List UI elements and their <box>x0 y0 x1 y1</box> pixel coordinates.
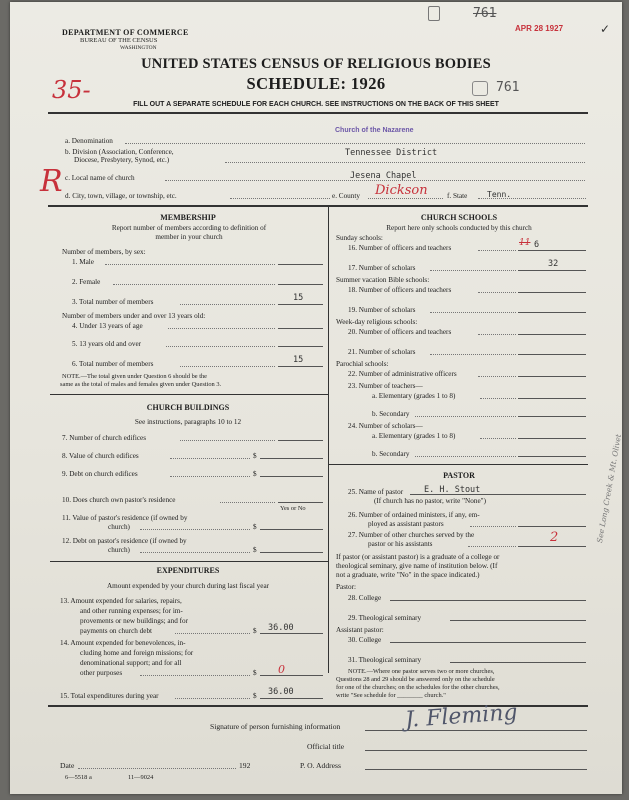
q21-dots <box>430 354 516 355</box>
q20-answer-line[interactable] <box>518 334 586 335</box>
bureau-name: BUREAU OF THE CENSUS <box>80 37 158 44</box>
q31-answer-line[interactable] <box>450 662 586 663</box>
county-label: e. County <box>332 192 360 200</box>
q26-label-2: ployed as assistant pastors <box>368 520 444 528</box>
q11-label: 11. Value of pastor's residence (if owned by <box>62 514 188 522</box>
q2-label: 2. Female <box>72 278 101 286</box>
q13-label-4: payments on church debt <box>80 627 153 635</box>
q13-label-3: provements or new buildings; and for <box>80 617 188 625</box>
q6-answer-line[interactable] <box>278 366 323 367</box>
local-name-label: c. Local name of church <box>65 174 135 182</box>
q14-label-4: other purposes <box>80 669 123 677</box>
city-line <box>230 198 330 199</box>
q4-answer-line[interactable] <box>278 328 323 329</box>
age-intro-label: Number of members under and over 13 years old: <box>62 312 206 320</box>
expenditures-heading: EXPENDITURES <box>156 566 220 575</box>
check-mark: ✓ <box>600 22 611 36</box>
q13-value: 36.00 <box>268 623 294 633</box>
yes-no-hint: Yes or No <box>280 505 306 512</box>
q23a-label: a. Elementary (grades 1 to 8) <box>372 392 456 400</box>
q14-value: 0 <box>278 663 285 676</box>
rule-pastor <box>328 464 588 465</box>
q22-label: 22. Number of administrative officers <box>348 370 457 378</box>
q29-label: 29. Theological seminary <box>348 614 422 622</box>
q10-dots <box>220 502 275 503</box>
q13-dots <box>175 633 250 634</box>
q10-answer-line[interactable] <box>278 502 323 503</box>
county-line <box>368 198 443 199</box>
q28-answer-line[interactable] <box>390 600 586 601</box>
red-handwritten-number: 35- <box>52 76 91 104</box>
q19-label: 19. Number of scholars <box>348 306 416 314</box>
buildings-heading: CHURCH BUILDINGS <box>146 403 230 412</box>
q16-label: 16. Number of officers and teachers <box>348 244 452 252</box>
q9-answer-line[interactable] <box>260 476 323 477</box>
q12-label-2: church) <box>108 546 130 554</box>
pastor-note-2: Questions 28 and 29 should be answered only on the schedule <box>336 676 495 683</box>
q3-value: 15 <box>293 293 304 303</box>
q22-answer-line[interactable] <box>518 376 586 377</box>
q1-label: 1. Male <box>72 258 94 266</box>
q7-dots <box>180 440 275 441</box>
year-label: 192 <box>239 761 251 770</box>
division-value: Tennessee District <box>345 148 438 158</box>
q13-label: 13. Amount expended for salaries, repairs, <box>60 597 182 605</box>
q26-label: 26. Number of ordained ministers, if any, em- <box>348 511 480 519</box>
q21-label: 21. Number of scholars <box>348 348 416 356</box>
po-address-line[interactable] <box>365 769 587 770</box>
rule-top <box>48 112 588 114</box>
schedule-title: SCHEDULE: 1926 <box>246 74 386 93</box>
q15-answer-line[interactable] <box>260 698 323 699</box>
state-label: f. State <box>447 192 468 200</box>
q23-label: 23. Number of teachers— <box>348 382 423 390</box>
q6-label: 6. Total number of members <box>72 360 154 368</box>
clip-icon <box>428 6 440 21</box>
q18-label: 18. Number of officers and teachers <box>348 286 452 294</box>
rule-buildings <box>50 394 328 395</box>
q7-answer-line[interactable] <box>278 440 323 441</box>
signature-label: Signature of person furnishing information <box>210 722 341 731</box>
q27-label: 27. Number of other churches served by the <box>348 531 475 539</box>
department-name: DEPARTMENT OF COMMERCE <box>62 28 189 37</box>
q20-label: 20. Number of officers and teachers <box>348 328 452 336</box>
q8-answer-line[interactable] <box>260 458 323 459</box>
q5-label: 5. 13 years old and over <box>72 340 142 348</box>
q15-dots <box>175 698 250 699</box>
q28-label: 28. College <box>348 594 382 602</box>
q15-value: 36.00 <box>268 687 294 697</box>
q30-answer-line[interactable] <box>390 642 586 643</box>
q11-dollar: $ <box>253 523 257 531</box>
q1-dots <box>105 264 275 265</box>
q26-answer-line[interactable] <box>518 526 586 527</box>
q24b-label: b. Secondary <box>372 450 410 458</box>
q23a-dots <box>480 398 516 399</box>
membership-note: NOTE.—The total given under Question 6 should be the <box>62 373 208 380</box>
q24a-label: a. Elementary (grades 1 to 8) <box>372 432 456 440</box>
q9-label: 9. Debt on church edifices <box>62 470 138 478</box>
official-title-label: Official title <box>307 742 345 751</box>
rule-expenditures <box>50 561 328 562</box>
q25-value: E. H. Stout <box>424 485 481 495</box>
q14-label-2: cluding home and foreign missions; for <box>80 649 194 657</box>
q24-label: 24. Number of scholars— <box>348 422 423 430</box>
census-schedule-sheet <box>10 2 622 794</box>
q1-answer-line[interactable] <box>278 264 323 265</box>
q27-answer-line[interactable] <box>518 546 586 547</box>
received-date-stamp: APR 28 1927 <box>515 24 564 33</box>
q9-dots <box>170 476 250 477</box>
q25-label: 25. Name of pastor <box>348 488 404 496</box>
membership-intro-2: member in your church <box>155 233 223 241</box>
schools-intro: Report here only schools conducted by this church <box>386 224 532 232</box>
q3-answer-line[interactable] <box>278 304 323 305</box>
q6-dots <box>180 366 275 367</box>
state-line <box>478 198 586 199</box>
q27-dots <box>468 546 516 547</box>
q11-answer-line[interactable] <box>260 529 323 530</box>
q23b-dots <box>415 416 516 417</box>
q17-answer-line[interactable] <box>518 270 586 271</box>
summer-schools-label: Summer vacation Bible schools: <box>336 276 430 284</box>
q7-label: 7. Number of church edifices <box>62 434 147 442</box>
q12-answer-line[interactable] <box>260 552 323 553</box>
graduate-instruction-2: theological seminary, give name of institution below. (If <box>336 562 498 570</box>
graduate-instruction-3: not a graduate, write "No" in the space indicated.) <box>336 571 480 579</box>
q12-dots <box>140 552 250 553</box>
q29-answer-line[interactable] <box>450 620 586 621</box>
q2-dots <box>113 284 275 285</box>
q19-answer-line[interactable] <box>518 312 586 313</box>
q27-value: 2 <box>550 530 559 545</box>
q14-answer-line[interactable] <box>260 675 323 676</box>
local-name-value: Jesena Chapel <box>350 171 417 181</box>
division-label-2: Diocese, Presbytery, Synod, etc.) <box>74 156 170 164</box>
q13-answer-line[interactable] <box>260 633 323 634</box>
q25-hint: (If church has no pastor, write "None") <box>374 497 486 505</box>
top-stamp-number: 761 <box>473 6 497 21</box>
city-label: d. City, town, village, or township, etc. <box>65 192 177 200</box>
q14-dots <box>140 675 250 676</box>
local-name-line <box>165 180 585 181</box>
q14-label-3: denominational support; and for all <box>80 659 182 667</box>
date-label: Date <box>60 761 75 770</box>
denomination-line <box>125 143 585 144</box>
column-divider <box>328 205 329 673</box>
pastor-note-4: write "See schedule for ________ church." <box>336 692 446 699</box>
city-name: WASHINGTON <box>120 45 157 51</box>
q5-dots <box>166 346 275 347</box>
q6-value: 15 <box>293 355 304 365</box>
q13-label-2: and other running expenses; for im- <box>80 607 183 615</box>
q23a-answer-line[interactable] <box>518 398 586 399</box>
q31-label: 31. Theological seminary <box>348 656 422 664</box>
q14-label: 14. Amount expended for benevolences, in- <box>60 639 186 647</box>
q16-value: 6 <box>534 240 540 250</box>
signature-handwriting: J. Fleming <box>404 700 519 733</box>
sunday-schools-label: Sunday schools: <box>336 234 383 242</box>
q24a-dots <box>480 438 516 439</box>
q15-label: 15. Total expenditures during year <box>60 692 159 700</box>
q16-answer-line[interactable] <box>518 250 586 251</box>
q24b-dots <box>415 456 516 457</box>
parochial-schools-label: Parochial schools: <box>336 360 389 368</box>
membership-note-2: same as the total of males and females given under Question 3. <box>60 381 222 388</box>
graduate-instruction: If pastor (or assistant pastor) is a graduate of a college or <box>336 553 500 561</box>
pastor-note-3: for one of the churches; on the schedules for the other churches, <box>336 684 500 691</box>
q4-label: 4. Under 13 years of age <box>72 322 143 330</box>
q10-label: 10. Does church own pastor's residence <box>62 496 176 504</box>
red-letter-mark: R <box>40 164 63 199</box>
print-code: 11—9024 <box>128 774 154 781</box>
members-by-sex-label: Number of members, by sex: <box>62 248 146 256</box>
denomination-label: a. Denomination <box>65 137 113 145</box>
pastor-heading: PASTOR <box>443 471 475 480</box>
q16-dots <box>478 250 516 251</box>
schedule-stamp-number: 761 <box>496 80 520 95</box>
membership-heading: MEMBERSHIP <box>160 213 216 222</box>
q17-value: 32 <box>548 259 559 269</box>
instruction-line: FILL OUT A SEPARATE SCHEDULE FOR EACH CHURCH. SEE INSTRUCTIONS ON THE BACK OF THIS SHEET <box>133 101 499 108</box>
q8-label: 8. Value of church edifices <box>62 452 139 460</box>
q24b-answer-line[interactable] <box>518 456 586 457</box>
q18-answer-line[interactable] <box>518 292 586 293</box>
q25-answer-line[interactable] <box>410 494 586 495</box>
q3-dots <box>180 304 275 305</box>
state-value: Tenn. <box>487 190 512 199</box>
q17-label: 17. Number of scholars <box>348 264 416 272</box>
form-title: UNITED STATES CENSUS OF RELIGIOUS BODIES <box>141 56 491 72</box>
q23b-answer-line[interactable] <box>518 416 586 417</box>
q9-dollar: $ <box>253 470 257 478</box>
pastor-note: NOTE.—Where one pastor serves two or more churches, <box>348 668 495 675</box>
q4-dots <box>168 328 275 329</box>
denomination-value: Church of the Nazarene <box>335 127 414 134</box>
q17-dots <box>430 270 516 271</box>
q5-answer-line[interactable] <box>278 346 323 347</box>
q19-dots <box>430 312 516 313</box>
q27-label-2: pastor or his assistants <box>368 540 433 548</box>
q11-dots <box>140 529 250 530</box>
pastor-sub-label: Pastor: <box>336 583 356 591</box>
q12-label: 12. Debt on pastor's residence (if owned by <box>62 537 187 545</box>
official-title-line[interactable] <box>365 750 587 751</box>
q16-struck-mark: 11 <box>519 238 531 248</box>
division-label: b. Division (Association, Conference, <box>65 148 174 156</box>
buildings-subheading: See instructions, paragraphs 10 to 12 <box>134 418 242 426</box>
schools-heading: CHURCH SCHOOLS <box>420 213 498 222</box>
q3-label: 3. Total number of members <box>72 298 154 306</box>
assistant-pastor-label: Assistant pastor: <box>336 626 384 634</box>
q2-answer-line[interactable] <box>278 284 323 285</box>
q24a-answer-line[interactable] <box>518 438 586 439</box>
division-line <box>225 162 585 163</box>
q8-dots <box>170 458 250 459</box>
q23b-label: b. Secondary <box>372 410 410 418</box>
county-value: Dickson <box>375 183 428 198</box>
signature-line[interactable] <box>365 730 587 731</box>
q26-dots <box>470 526 516 527</box>
q15-dollar: $ <box>253 692 257 700</box>
weekday-schools-label: Week-day religious schools: <box>336 318 418 326</box>
rule-mid <box>48 205 588 207</box>
q12-dollar: $ <box>253 546 257 554</box>
expenditures-subheading: Amount expended by your church during last fiscal year <box>106 582 270 590</box>
q22-dots <box>478 376 516 377</box>
q20-dots <box>478 334 516 335</box>
q18-dots <box>478 292 516 293</box>
q11-label-2: church) <box>108 523 130 531</box>
po-address-label: P. O. Address <box>300 761 341 770</box>
form-number: 6—5518 a <box>65 774 92 781</box>
q30-label: 30. College <box>348 636 382 644</box>
margin-handwritten-note: See Long Creek & Mt. Olivet <box>595 433 623 544</box>
q8-dollar: $ <box>253 452 257 460</box>
q14-dollar: $ <box>253 669 257 677</box>
q21-answer-line[interactable] <box>518 354 586 355</box>
membership-intro: Report number of members according to definition of <box>111 224 267 232</box>
date-line[interactable] <box>78 768 236 769</box>
q13-dollar: $ <box>253 627 257 635</box>
